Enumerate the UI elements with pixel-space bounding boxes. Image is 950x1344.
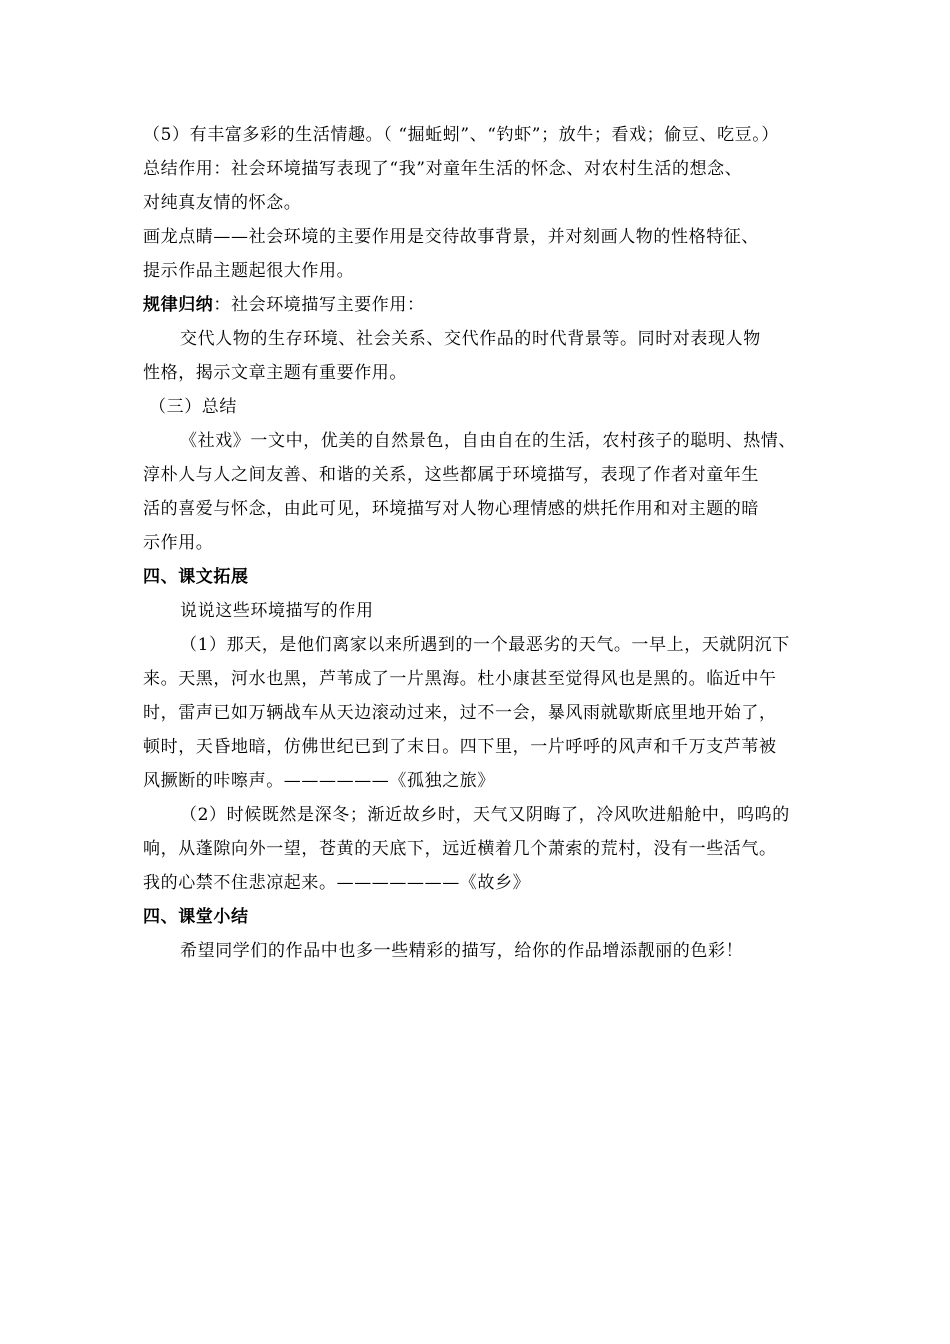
rule-summary-text: ：社会环境描写主要作用： <box>213 295 425 315</box>
excerpt-line: 风撅断的咔嚓声。——————《孤独之旅》 <box>143 771 495 791</box>
summary-body-line: 淳朴人与人之间友善、和谐的关系，这些都属于环境描写，表现了作者对童年生 <box>143 465 759 485</box>
conclusion-body: 希望同学们的作品中也多一些精彩的描写，给你的作品增添靓丽的色彩！ <box>180 941 744 961</box>
excerpt-line: 我的心禁不住悲凉起来。———————《故乡》 <box>143 873 531 893</box>
rule-body-line: 性格，揭示文章主题有重要作用。 <box>143 363 407 383</box>
document-page <box>143 118 815 968</box>
section-heading-summary: （三）总结 <box>149 397 237 417</box>
excerpt-line: （2）时候既然是深冬；渐近故乡时，天气又阴晦了，冷风吹进船舱中，呜呜的 <box>180 805 790 825</box>
excerpt-line: 来。天黑，河水也黑，芦苇成了一片黑海。杜小康甚至觉得风也是黑的。临近中午 <box>143 669 777 689</box>
rule-summary-label: 规律归纳 <box>143 295 214 315</box>
extension-prompt: 说说这些环境描写的作用 <box>180 601 374 621</box>
section-heading-conclusion: 四、课堂小结 <box>143 907 249 927</box>
excerpt-line: 响，从蓬隙向外一望，苍黄的天底下，远近横着几个萧索的荒村，没有一些活气。 <box>143 839 777 859</box>
text-line: 对纯真友情的怀念。 <box>143 193 302 213</box>
rule-summary-line <box>143 288 815 322</box>
excerpt-line: （1）那天，是他们离家以来所遇到的一个最恶劣的天气。一早上，天就阴沉下 <box>180 635 790 655</box>
summary-body-line: 《社戏》一文中，优美的自然景色，自由自在的生活，农村孩子的聪明、热情、 <box>180 431 796 451</box>
summary-body-line: 示作用。 <box>143 533 214 553</box>
text-line: 总结作用：社会环境描写表现了“我”对童年生活的怀念、对农村生活的想念、 <box>143 159 743 179</box>
text-line: 提示作品主题起很大作用。 <box>143 261 355 281</box>
text-line: （5）有丰富多彩的生活情趣。（ “掘蚯蚓”、“钓虾”；放牛；看戏；偷豆、吃豆。） <box>143 125 779 145</box>
summary-body-line: 活的喜爱与怀念，由此可见，环境描写对人物心理情感的烘托作用和对主题的暗 <box>143 499 759 519</box>
rule-body-line: 交代人物的生存环境、社会关系、交代作品的时代背景等。同时对表现人物 <box>180 329 761 349</box>
section-heading-extension: 四、课文拓展 <box>143 567 249 587</box>
excerpt-line: 顿时，天昏地暗，仿佛世纪已到了末日。四下里，一片呼呼的风声和千万支芦苇被 <box>143 737 777 757</box>
excerpt-line: 时，雷声已如万辆战车从天边滚动过来，过不一会，暴风雨就歇斯底里地开始了， <box>143 703 777 723</box>
text-line: 画龙点睛——社会环境的主要作用是交待故事背景，并对刻画人物的性格特征、 <box>143 227 759 247</box>
